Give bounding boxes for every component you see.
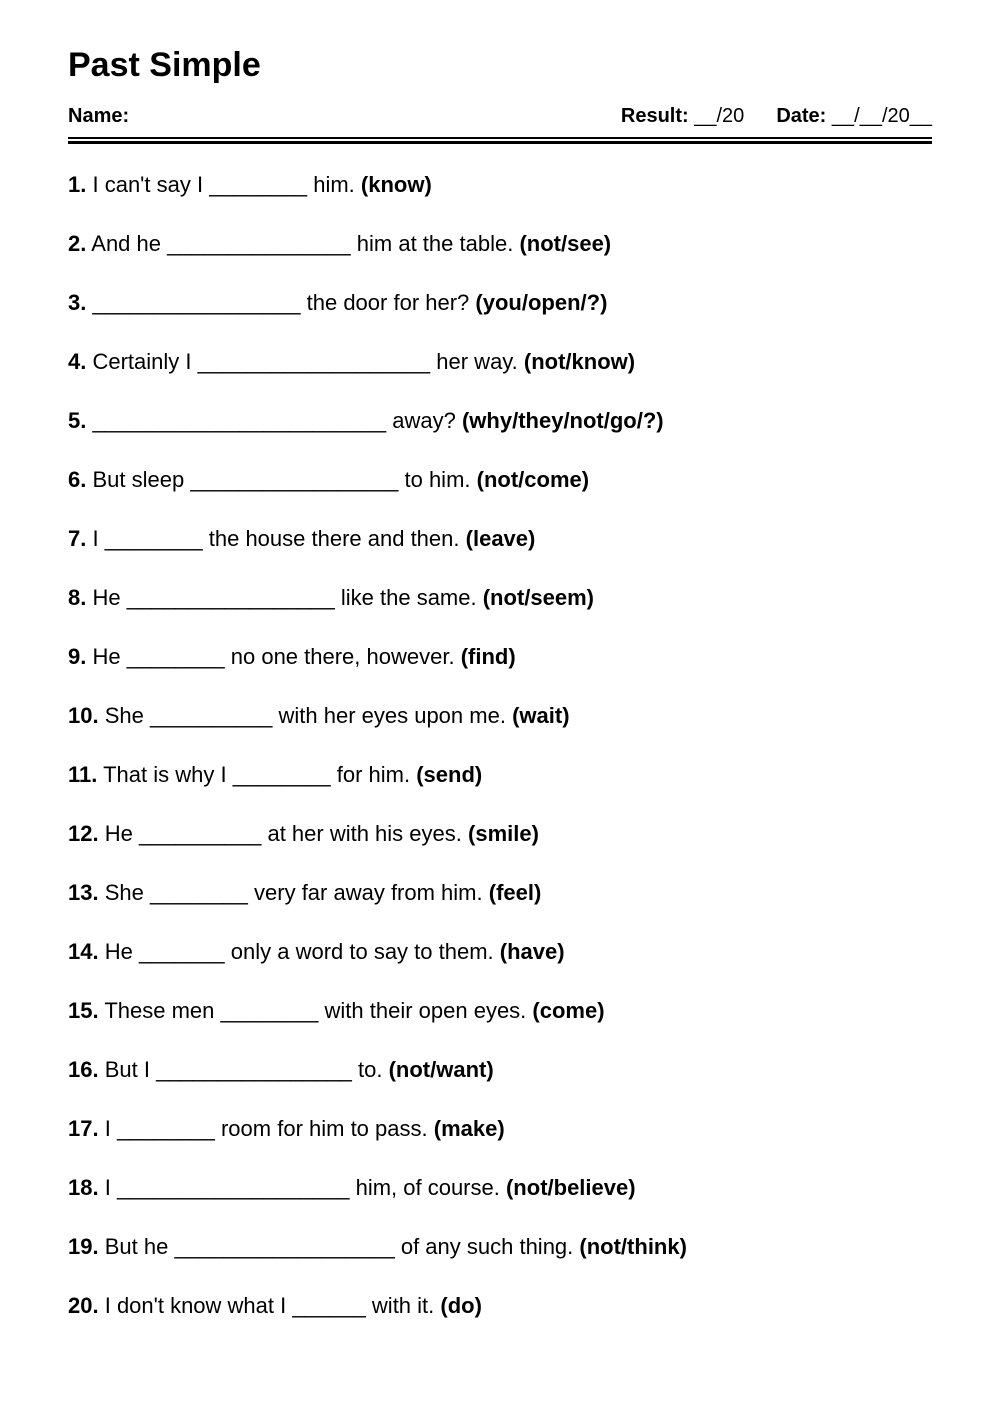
exercise-item — [68, 1116, 932, 1142]
item-blank[interactable]: _________________ — [126, 585, 335, 610]
item-number: 9. — [68, 644, 87, 669]
item-blank[interactable]: ________________ — [156, 1057, 352, 1082]
exercise-item — [68, 821, 932, 847]
exercise-item — [68, 1234, 932, 1260]
item-verb-hint: (do) — [440, 1293, 482, 1318]
item-verb-hint: (come) — [532, 998, 605, 1023]
item-blank[interactable]: ________ — [116, 1116, 215, 1141]
date-field — [776, 105, 932, 128]
item-blank[interactable]: __________________ — [174, 1234, 395, 1259]
item-number: 8. — [68, 585, 87, 610]
item-number: 13. — [68, 880, 99, 905]
item-verb-hint: (make) — [433, 1116, 505, 1141]
item-text-post: her way. — [436, 349, 518, 374]
item-verb-hint: (not/think) — [579, 1234, 687, 1259]
item-blank[interactable]: ___________________ — [197, 349, 431, 374]
item-blank[interactable]: _________________ — [190, 467, 399, 492]
item-verb-hint: (why/they/not/go/?) — [461, 408, 664, 433]
exercise-item — [68, 703, 932, 729]
page-title: Past Simple — [68, 46, 261, 84]
item-blank[interactable]: ________ — [220, 998, 319, 1023]
item-text-post: the door for her? — [306, 290, 470, 315]
item-number: 10. — [68, 703, 99, 728]
item-text-pre: I — [104, 1175, 111, 1200]
item-text-post: very far away from him. — [254, 880, 483, 905]
item-text-pre: He — [104, 821, 133, 846]
item-number: 14. — [68, 939, 99, 964]
item-number: 5. — [68, 408, 87, 433]
item-text-pre: But he — [104, 1234, 169, 1259]
item-number: 12. — [68, 821, 99, 846]
item-number: 17. — [68, 1116, 99, 1141]
item-text-pre: But sleep — [92, 467, 185, 492]
item-number: 20. — [68, 1293, 99, 1318]
exercise-item — [68, 762, 932, 788]
item-verb-hint: (not/know) — [523, 349, 636, 374]
item-text-post: of any such thing. — [400, 1234, 574, 1259]
item-text-pre: He — [104, 939, 133, 964]
item-text-post: room for him to pass. — [220, 1116, 428, 1141]
exercise-item — [68, 998, 932, 1024]
exercise-item — [68, 526, 932, 552]
header-meta-right — [621, 105, 932, 128]
item-number: 19. — [68, 1234, 99, 1259]
item-verb-hint: (not/come) — [476, 467, 590, 492]
item-text-post: the house there and then. — [208, 526, 460, 551]
item-number: 16. — [68, 1057, 99, 1082]
item-blank[interactable]: ________________________ — [92, 408, 387, 433]
item-number: 18. — [68, 1175, 99, 1200]
exercise-item — [68, 644, 932, 670]
name-label: Name: — [68, 105, 130, 127]
item-text-post: for him. — [336, 762, 411, 787]
item-text-post: away? — [392, 408, 456, 433]
item-verb-hint: (leave) — [465, 526, 536, 551]
item-verb-hint: (you/open/?) — [475, 290, 608, 315]
exercise-item — [68, 349, 932, 375]
result-value[interactable]: __/20 — [694, 105, 745, 127]
item-text-post: only a word to say to them. — [230, 939, 494, 964]
item-text-pre: I — [104, 1116, 111, 1141]
exercise-item — [68, 585, 932, 611]
item-text-post: with their open eyes. — [324, 998, 527, 1023]
item-text-post: at her with his eyes. — [267, 821, 462, 846]
item-verb-hint: (feel) — [488, 880, 542, 905]
item-text-post: him at the table. — [356, 231, 514, 256]
item-number: 4. — [68, 349, 87, 374]
item-verb-hint: (not/believe) — [505, 1175, 636, 1200]
item-text-pre: And he — [91, 231, 161, 256]
item-number: 15. — [68, 998, 99, 1023]
item-text-pre: She — [104, 703, 144, 728]
exercise-item — [68, 290, 932, 316]
item-blank[interactable]: ________ — [232, 762, 331, 787]
item-verb-hint: (wait) — [512, 703, 570, 728]
item-text-post: like the same. — [340, 585, 477, 610]
item-number: 2. — [68, 231, 87, 256]
item-text-pre: I — [92, 526, 99, 551]
item-blank[interactable]: _________________ — [92, 290, 301, 315]
item-text-pre: He — [92, 644, 121, 669]
item-verb-hint: (know) — [360, 172, 432, 197]
item-verb-hint: (send) — [416, 762, 483, 787]
item-text-pre: I can't say I — [92, 172, 204, 197]
item-number: 1. — [68, 172, 87, 197]
exercise-item — [68, 880, 932, 906]
item-verb-hint: (not/see) — [519, 231, 612, 256]
exercise-item — [68, 1293, 932, 1319]
item-blank[interactable]: ________ — [209, 172, 308, 197]
item-blank[interactable]: __________ — [138, 821, 262, 846]
item-blank[interactable]: _______________ — [167, 231, 351, 256]
item-number: 3. — [68, 290, 87, 315]
exercise-item — [68, 231, 932, 257]
exercise-item — [68, 467, 932, 493]
item-blank[interactable]: ________ — [104, 526, 203, 551]
item-blank[interactable]: ________ — [126, 644, 225, 669]
item-text-post: with her eyes upon me. — [278, 703, 506, 728]
item-blank[interactable]: _______ — [138, 939, 225, 964]
item-number: 6. — [68, 467, 87, 492]
item-blank[interactable]: __________ — [150, 703, 273, 728]
exercise-item — [68, 939, 932, 965]
item-text-post: with it. — [371, 1293, 435, 1318]
item-text-pre: Certainly I — [92, 349, 192, 374]
item-text-post: to. — [357, 1057, 383, 1082]
item-text-pre: That is why I — [103, 762, 227, 787]
header-meta-row — [68, 105, 932, 137]
header-divider — [68, 137, 932, 144]
exercise-item — [68, 172, 932, 198]
item-blank[interactable]: ________ — [150, 880, 248, 905]
item-number: 7. — [68, 526, 87, 551]
item-text-post: him. — [313, 172, 355, 197]
exercise-item — [68, 1057, 932, 1083]
exercise-item — [68, 1175, 932, 1201]
exercise-list — [68, 172, 932, 1319]
name-field — [68, 105, 129, 128]
result-label: Result: — [620, 105, 689, 127]
item-text-pre: He — [92, 585, 121, 610]
item-text-post: to him. — [404, 467, 471, 492]
item-text-pre: But I — [104, 1057, 150, 1082]
item-verb-hint: (not/want) — [388, 1057, 494, 1082]
item-verb-hint: (not/seem) — [482, 585, 594, 610]
item-text-pre: These men — [104, 998, 215, 1023]
result-field — [621, 105, 744, 128]
item-verb-hint: (have) — [499, 939, 565, 964]
item-blank[interactable]: ______ — [292, 1293, 366, 1318]
item-number: 11. — [68, 762, 98, 787]
item-text-pre: She — [104, 880, 144, 905]
item-text-post: no one there, however. — [230, 644, 455, 669]
item-blank[interactable]: ___________________ — [116, 1175, 350, 1200]
date-value[interactable]: __/__/20__ — [831, 105, 932, 127]
item-text-post: him, of course. — [355, 1175, 500, 1200]
exercise-item — [68, 408, 932, 434]
item-verb-hint: (smile) — [468, 821, 539, 846]
item-verb-hint: (find) — [460, 644, 516, 669]
item-text-pre: I don't know what I — [104, 1293, 287, 1318]
date-label: Date: — [776, 105, 827, 127]
